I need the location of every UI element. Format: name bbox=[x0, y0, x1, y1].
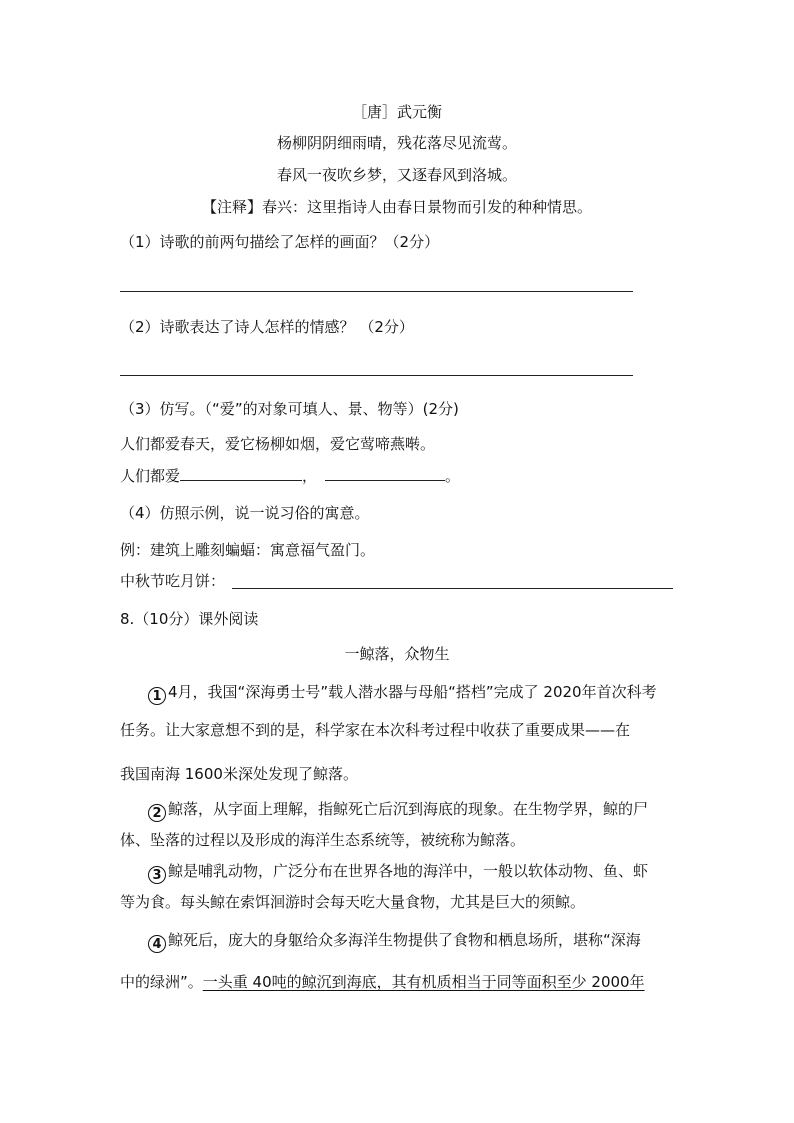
fill-prompt: 人们都爱 bbox=[120, 467, 181, 485]
paragraph-4-text-plain: 中的绿洲”。 bbox=[120, 973, 203, 991]
fill-blank-2[interactable] bbox=[325, 466, 445, 481]
poem-author: ［唐］武元衡 bbox=[351, 103, 442, 121]
paragraph-3-line-2: 等为食。每头鲸在索饵洄游时会每天吃大量食物，尤其是巨大的须鲸。 bbox=[120, 893, 586, 911]
paragraph-2-line-1 bbox=[148, 799, 648, 822]
answer-line-4[interactable] bbox=[232, 588, 673, 589]
fill-blank-1[interactable] bbox=[180, 466, 302, 481]
question-4: （4）仿照示例，说一说习俗的寓意。 bbox=[120, 504, 370, 522]
note-text: 春兴：这里指诗人由春日景物而引发的种种情思。 bbox=[262, 198, 593, 216]
fill-end: 。 bbox=[445, 467, 461, 485]
paragraph-4-line-1 bbox=[148, 930, 641, 953]
question-4-example: 例：建筑上雕刻蝙蝠：寓意福气盈门。 bbox=[120, 541, 376, 559]
poem-line-1: 杨柳阴阴细雨晴，残花落尽见流莺。 bbox=[276, 134, 517, 152]
answer-line-2[interactable] bbox=[120, 375, 633, 376]
question-3-fill bbox=[120, 466, 460, 486]
paragraph-1-line-1 bbox=[148, 682, 657, 705]
question-4-prompt: 中秋节吃月饼： bbox=[120, 572, 226, 590]
answer-line-1[interactable] bbox=[120, 291, 633, 292]
note-tag: 【注释】 bbox=[201, 198, 262, 216]
fill-comma: ， bbox=[302, 467, 318, 485]
paragraph-2-line-2: 体、坠落的过程以及形成的海洋生态系统等，被统称为鲸落。 bbox=[120, 831, 526, 849]
paragraph-2-text-a: 鲸落，从字面上理解，指鲸死亡后沉到海底的现象。在生物学界，鲸的尸 bbox=[168, 800, 649, 818]
question-3-example: 人们都爱春天，爱它杨柳如烟，爱它莺啼燕啭。 bbox=[120, 435, 436, 453]
paragraph-4-text-a: 鲸死后，庞大的身躯给众多海洋生物提供了食物和栖息场所，堪称“深海 bbox=[168, 931, 641, 949]
paragraph-number-4: 4 bbox=[148, 935, 166, 953]
paragraph-3-line-1 bbox=[148, 861, 648, 884]
paragraph-1-line-2: 任务。让大家意想不到的是，科学家在本次科考过程中收获了重要成果——在 bbox=[120, 721, 631, 739]
question-1: （1）诗歌的前两句描绘了怎样的画面？（2分） bbox=[120, 233, 440, 251]
paragraph-3-text-a: 鲸是哺乳动物，广泛分布在世界各地的海洋中，一般以软体动物、鱼、虾 bbox=[168, 862, 649, 880]
poem-note bbox=[0, 197, 794, 217]
section-8-heading: 8.（10分）课外阅读 bbox=[120, 610, 259, 628]
paragraph-1-line-3: 我国南海 1600米深处发现了鲸落。 bbox=[120, 765, 358, 783]
question-2: （2）诗歌表达了诗人怎样的情感？ （2分） bbox=[120, 318, 414, 336]
poem-line-2: 春风一夜吹乡梦，又逐春风到洛城。 bbox=[276, 166, 517, 184]
paragraph-number-3: 3 bbox=[148, 866, 166, 884]
paragraph-number-1: 1 bbox=[148, 687, 166, 705]
paragraph-4-text-underlined: 一头重 40吨的鲸沉到海底，其有机质相当于同等面积至少 2000年 bbox=[202, 973, 645, 991]
paragraph-number-2: 2 bbox=[148, 804, 166, 822]
paragraph-1-text-a: 4月，我国“深海勇士号”载人潜水器与母船“搭档”完成了 2020年首次科考 bbox=[168, 683, 657, 701]
question-3: （3）仿写。（“爱”的对象可填人、景、物等）(2分) bbox=[120, 400, 459, 418]
article-title: 一鲸落，众物生 bbox=[344, 645, 450, 663]
paragraph-4-line-2 bbox=[120, 972, 645, 992]
